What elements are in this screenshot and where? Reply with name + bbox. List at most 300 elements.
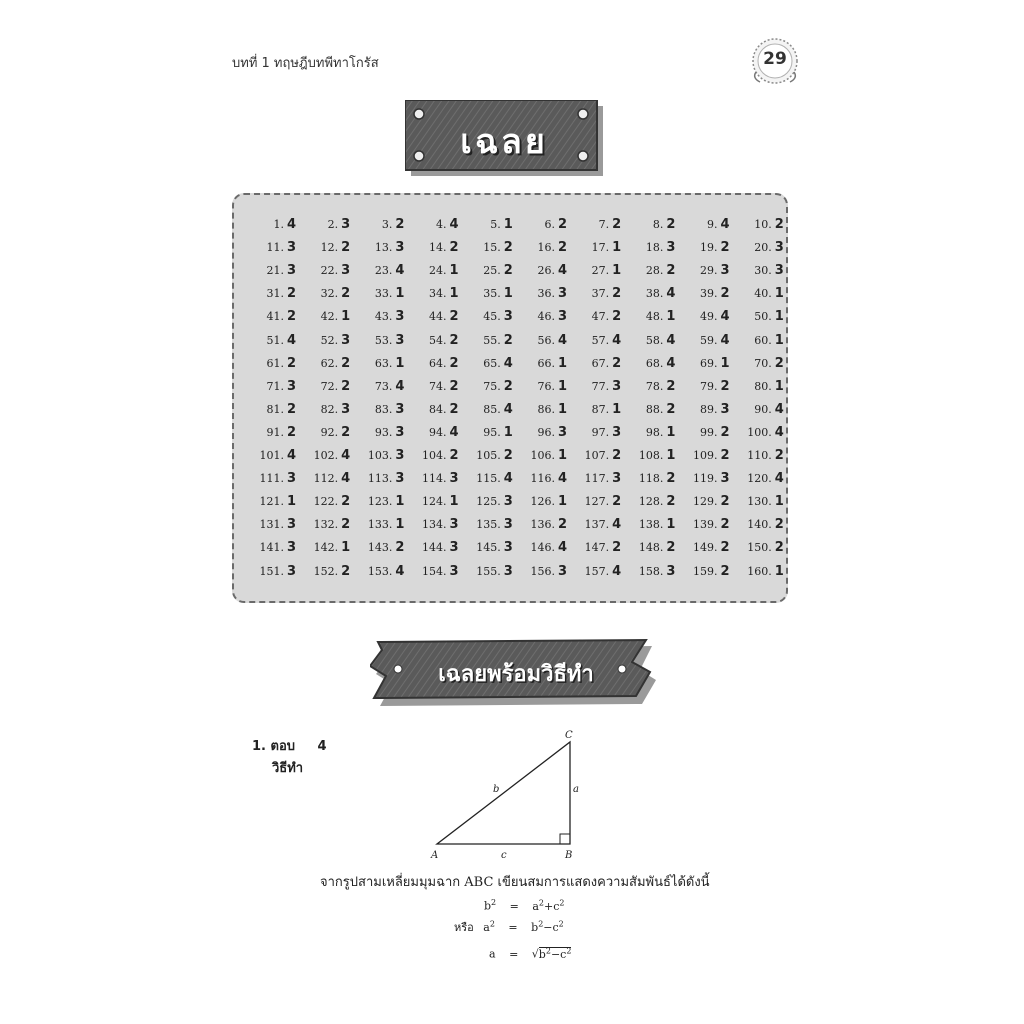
answer-item xyxy=(730,263,784,278)
answer-item xyxy=(676,425,730,440)
answer-item xyxy=(567,286,621,301)
question-number: 23. xyxy=(374,264,393,278)
answer-value: 2 xyxy=(395,540,405,556)
question-number: 126. xyxy=(530,495,555,509)
answer-value: 1 xyxy=(612,401,622,417)
question-number: 138. xyxy=(638,518,664,532)
answer-value: 4 xyxy=(774,471,784,487)
question-number: 50. xyxy=(754,310,772,324)
answer-item xyxy=(296,333,350,348)
question-number: 4. xyxy=(436,218,447,231)
question-number: 109. xyxy=(693,449,718,462)
answer-item xyxy=(567,402,621,417)
question-number: 145. xyxy=(476,541,501,555)
answer-item xyxy=(513,309,567,324)
side-b-label: b xyxy=(493,784,500,795)
answer-item xyxy=(730,402,784,417)
answer-value: 1 xyxy=(774,309,784,325)
question-number: 152. xyxy=(313,564,339,578)
eq2-lhs: a xyxy=(483,921,490,934)
question-number: 48. xyxy=(645,310,664,324)
question-number: 54. xyxy=(429,333,447,347)
question-number: 120. xyxy=(747,472,772,486)
question-number: 37. xyxy=(591,287,610,301)
question-number: 2. xyxy=(327,218,339,231)
question-number: 84. xyxy=(429,402,447,416)
answer-item xyxy=(296,425,350,440)
answer-value: 2 xyxy=(720,424,730,440)
answer-value: 4 xyxy=(720,309,730,325)
answer-value: 2 xyxy=(612,540,622,556)
answer-item xyxy=(350,309,404,324)
solutions-banner xyxy=(370,636,662,708)
answer-item xyxy=(405,448,459,463)
answer-item xyxy=(513,356,567,371)
answer-item xyxy=(730,448,784,463)
question-number: 47. xyxy=(591,310,610,324)
answer-value: 3 xyxy=(557,309,567,325)
answer-value: 3 xyxy=(341,217,351,232)
answer-item xyxy=(621,333,675,348)
question-number: 6. xyxy=(544,218,555,231)
answer-value: 1 xyxy=(557,494,567,510)
answer-item xyxy=(730,286,784,301)
question-number: 69. xyxy=(700,356,718,370)
answer-value: 4 xyxy=(341,448,351,463)
answer-value: 3 xyxy=(395,448,405,463)
answer-key-grid xyxy=(232,193,788,603)
answer-value: 2 xyxy=(720,563,730,579)
answer-value: 2 xyxy=(341,494,351,510)
answer-value: 2 xyxy=(557,240,567,256)
answer-item xyxy=(459,217,513,232)
side-c-label: c xyxy=(501,850,507,861)
answer-value: 1 xyxy=(774,563,784,579)
question-number: 12. xyxy=(320,241,339,255)
answer-item xyxy=(296,402,350,417)
answer-value: 4 xyxy=(557,263,567,279)
question-number: 131. xyxy=(259,518,284,532)
answer-value: 2 xyxy=(774,217,784,232)
answer-value: 1 xyxy=(557,355,567,371)
answer-item xyxy=(296,263,350,278)
answer-value: 2 xyxy=(720,494,730,510)
question-number: 115. xyxy=(476,472,501,486)
answer-value: 2 xyxy=(720,286,730,302)
answer-item xyxy=(621,286,675,301)
answer-item xyxy=(676,517,730,532)
question-number: 17. xyxy=(591,241,610,255)
answer-item xyxy=(513,286,567,301)
question-number: 156. xyxy=(530,564,555,578)
answer-value: 2 xyxy=(449,309,459,325)
answer-item xyxy=(459,564,513,579)
question-number: 39. xyxy=(700,287,718,301)
answer-value: 2 xyxy=(666,540,676,556)
question-number: 18. xyxy=(645,241,664,255)
question-number: 106. xyxy=(530,449,555,462)
answer-item xyxy=(567,564,621,579)
answer-item xyxy=(405,425,459,440)
answer-item xyxy=(296,379,350,394)
question-number: 103. xyxy=(367,449,393,462)
question-number: 65. xyxy=(483,356,501,370)
answer-item xyxy=(405,286,459,301)
question-number: 71. xyxy=(266,379,284,393)
answer-value: 2 xyxy=(286,309,296,325)
answer-value: 2 xyxy=(612,286,622,302)
question-number: 133. xyxy=(367,518,393,532)
question-number: 1. xyxy=(273,218,284,231)
answer-item xyxy=(296,356,350,371)
answer-item xyxy=(242,379,296,394)
answer-value: 3 xyxy=(503,309,513,325)
answer-item xyxy=(730,564,784,579)
question-number: 108. xyxy=(638,449,664,462)
question-number: 70. xyxy=(754,356,772,370)
answer-value: 1 xyxy=(395,517,405,533)
answer-value: 3 xyxy=(774,263,784,279)
answer-item xyxy=(459,379,513,394)
answer-item xyxy=(459,309,513,324)
answer-item xyxy=(296,517,350,532)
answer-item xyxy=(513,517,567,532)
answer-item xyxy=(676,494,730,509)
answer-value: 1 xyxy=(666,424,676,440)
answer-value: 4 xyxy=(503,401,513,417)
answer-item xyxy=(405,240,459,255)
answer-value: 2 xyxy=(774,355,784,371)
question-number: 85. xyxy=(483,402,501,416)
question-number: 63. xyxy=(374,356,393,370)
answer-value: 2 xyxy=(341,240,351,256)
answer-item xyxy=(350,286,404,301)
answer-value: 3 xyxy=(503,563,513,579)
eq2-rhs: $b^2-c^2$ xyxy=(531,919,564,934)
answer-value: 4 xyxy=(666,286,676,302)
question-number: 132. xyxy=(313,518,339,532)
question-number: 66. xyxy=(537,356,555,370)
question-number: 121. xyxy=(259,495,284,509)
answer-value: 1 xyxy=(666,309,676,325)
question-number: 141. xyxy=(259,541,284,555)
answer-item xyxy=(242,402,296,417)
answer-item xyxy=(621,309,675,324)
answer-value: 3 xyxy=(449,540,459,556)
answer-value: 1 xyxy=(395,355,405,371)
answer-value: 1 xyxy=(449,263,459,279)
question-number: 20. xyxy=(754,241,772,255)
question-number: 144. xyxy=(422,541,447,555)
answer-item xyxy=(567,240,621,255)
question-number: 82. xyxy=(320,402,339,416)
answer-value: 2 xyxy=(774,448,784,463)
question-number: 118. xyxy=(638,472,664,486)
answer-item xyxy=(621,240,675,255)
answer-item xyxy=(730,356,784,371)
answer-item xyxy=(296,217,350,232)
answer-value: 1 xyxy=(449,494,459,510)
answer-item xyxy=(676,564,730,579)
answer-value: 2 xyxy=(449,401,459,417)
question-number: 157. xyxy=(584,564,610,578)
question-number: 19. xyxy=(700,241,718,255)
answer-item xyxy=(350,564,404,579)
answer-value: 4 xyxy=(341,471,351,487)
answer-value: 1 xyxy=(612,263,622,279)
answer-value: 2 xyxy=(666,471,676,487)
answer-value: 1 xyxy=(503,424,513,440)
answer-item xyxy=(459,494,513,509)
answer-value: 2 xyxy=(449,332,459,348)
answer-value: 4 xyxy=(666,332,676,348)
answer-value: 2 xyxy=(286,355,296,371)
question-number: 26. xyxy=(537,264,555,278)
question-number: 42. xyxy=(320,310,339,324)
answer-item xyxy=(513,494,567,509)
answer-value: 4 xyxy=(395,263,405,279)
question-number: 5. xyxy=(490,218,501,231)
answer-value: 3 xyxy=(503,540,513,556)
answer-item xyxy=(621,356,675,371)
answer-item xyxy=(242,333,296,348)
answer-value: 3 xyxy=(612,378,622,394)
answer-value: 1 xyxy=(341,540,351,556)
answer-item xyxy=(676,540,730,555)
question-number: 15. xyxy=(483,241,501,255)
answer-value: 2 xyxy=(666,378,676,394)
question-number: 154. xyxy=(422,564,447,578)
question-number: 100. xyxy=(747,425,772,439)
answer-item xyxy=(242,425,296,440)
answer-value: 2 xyxy=(666,401,676,417)
answer-item xyxy=(621,517,675,532)
answer-value: 3 xyxy=(449,471,459,487)
eq2-prefix: หรือ xyxy=(454,921,474,934)
answer-value: 4 xyxy=(503,471,513,487)
answer-value: 2 xyxy=(557,217,567,232)
answer-item xyxy=(459,448,513,463)
answer-item xyxy=(513,240,567,255)
question-number: 68. xyxy=(645,356,664,370)
answer-item xyxy=(513,540,567,555)
answer-value: 3 xyxy=(557,563,567,579)
answer-item xyxy=(730,425,784,440)
question-number: 51. xyxy=(266,333,284,347)
question-number: 11. xyxy=(266,241,284,255)
question-number: 64. xyxy=(429,356,447,370)
question-number: 151. xyxy=(259,564,284,578)
question-number: 86. xyxy=(537,402,555,416)
sqrt-icon: √ xyxy=(531,947,539,961)
question-number: 30. xyxy=(754,264,772,278)
answer-value: 4 xyxy=(557,332,567,348)
answer-value: 3 xyxy=(395,424,405,440)
question-number: 83. xyxy=(374,402,393,416)
answer-value: 3 xyxy=(720,401,730,417)
question-number: 87. xyxy=(591,402,610,416)
solutions-title: เฉลยพร้อมวิธีทำ xyxy=(438,662,594,687)
question-number: 35. xyxy=(483,287,501,301)
question-number: 45. xyxy=(483,310,501,324)
answer-value: 2 xyxy=(774,540,784,556)
question-number: 25. xyxy=(483,264,501,278)
answer-value: 3 xyxy=(503,517,513,533)
eq1-rhs: $a^2+c^2$ xyxy=(532,898,565,913)
answer-item xyxy=(567,356,621,371)
solution-1-method-label: วิธีทำ xyxy=(272,761,304,776)
answer-item xyxy=(459,356,513,371)
answer-value: 2 xyxy=(612,448,622,463)
question-number: 57. xyxy=(591,333,610,347)
answer-value: 4 xyxy=(503,355,513,371)
question-number: 38. xyxy=(645,287,664,301)
answer-value: 2 xyxy=(341,355,351,371)
answer-item xyxy=(242,448,296,463)
question-number: 14. xyxy=(429,241,447,255)
answer-item xyxy=(405,309,459,324)
answer-item xyxy=(567,309,621,324)
answer-item xyxy=(730,471,784,486)
question-number: 137. xyxy=(584,518,610,532)
answer-item xyxy=(730,517,784,532)
answer-value: 3 xyxy=(286,240,296,256)
question-number: 88. xyxy=(645,402,664,416)
answer-value: 4 xyxy=(666,355,676,371)
answer-item xyxy=(676,217,730,232)
answer-item xyxy=(296,240,350,255)
question-number: 105. xyxy=(476,449,501,462)
question-number: 73. xyxy=(374,379,393,393)
question-number: 31. xyxy=(266,287,284,301)
answer-value: 2 xyxy=(720,517,730,533)
answer-value: 3 xyxy=(557,286,567,302)
answer-item xyxy=(405,402,459,417)
answer-item xyxy=(350,494,404,509)
answer-item xyxy=(459,471,513,486)
eq1-lhs: b xyxy=(484,899,492,913)
answer-item xyxy=(676,286,730,301)
answer-value: 2 xyxy=(286,424,296,440)
answer-item xyxy=(567,379,621,394)
answer-item xyxy=(405,471,459,486)
answer-item xyxy=(296,448,350,463)
question-number: 107. xyxy=(584,449,610,462)
question-number: 148. xyxy=(638,541,664,555)
answer-item xyxy=(730,309,784,324)
question-number: 79. xyxy=(700,379,718,393)
answer-value: 2 xyxy=(449,355,459,371)
answer-value: 3 xyxy=(666,240,676,256)
question-number: 59. xyxy=(700,333,718,347)
question-number: 49. xyxy=(700,310,718,324)
question-number: 119. xyxy=(693,472,718,486)
answer-item xyxy=(405,333,459,348)
answer-item xyxy=(242,540,296,555)
answer-item xyxy=(350,425,404,440)
answer-value: 2 xyxy=(286,286,296,302)
answer-value: 3 xyxy=(503,494,513,510)
answer-value: 4 xyxy=(557,540,567,556)
answer-value: 3 xyxy=(557,424,567,440)
answer-value: 2 xyxy=(341,517,351,533)
question-number: 130. xyxy=(747,495,772,509)
question-number: 122. xyxy=(313,495,339,509)
page-header-title: บทที่ 1 ทฤษฎีบทพีทาโกรัส xyxy=(232,56,379,71)
answer-value: 4 xyxy=(612,517,622,533)
answer-value: 3 xyxy=(341,263,351,279)
answer-item xyxy=(621,379,675,394)
answer-item xyxy=(513,402,567,417)
answer-item xyxy=(567,494,621,509)
answer-value: 1 xyxy=(774,494,784,510)
answer-item xyxy=(676,471,730,486)
question-number: 95. xyxy=(483,425,501,439)
question-number: 80. xyxy=(754,379,772,393)
answer-item xyxy=(350,356,404,371)
question-number: 16. xyxy=(537,241,555,255)
solution-1-text: จากรูปสามเหลี่ยมมุมฉาก ABC เขียนสมการแสดงความสัมพันธ์ได้ดังนี้ xyxy=(320,875,710,890)
question-number: 36. xyxy=(537,287,555,301)
question-number: 10. xyxy=(754,218,772,231)
answer-item xyxy=(350,402,404,417)
answer-item xyxy=(459,402,513,417)
answer-item xyxy=(621,263,675,278)
answer-value: 2 xyxy=(341,424,351,440)
answer-value: 1 xyxy=(666,448,676,463)
answer-item xyxy=(621,494,675,509)
answer-value: 1 xyxy=(774,378,784,394)
question-number: 123. xyxy=(367,495,393,509)
answer-value: 4 xyxy=(286,217,296,232)
question-number: 136. xyxy=(530,518,555,532)
answer-item xyxy=(459,540,513,555)
question-number: 112. xyxy=(313,472,339,486)
answer-item xyxy=(730,333,784,348)
answer-value: 1 xyxy=(774,332,784,348)
equation-2: หรือ $a^2 = b^2-c^2$ xyxy=(454,919,564,934)
answer-item xyxy=(296,564,350,579)
question-number: 67. xyxy=(591,356,610,370)
answer-item xyxy=(242,494,296,509)
answer-value: 2 xyxy=(395,217,405,232)
solution-1-value: 4 xyxy=(317,739,327,754)
answer-value: 3 xyxy=(395,471,405,487)
answer-value: 3 xyxy=(666,563,676,579)
answer-item xyxy=(567,471,621,486)
answer-value: 2 xyxy=(557,517,567,533)
answer-value: 2 xyxy=(612,355,622,371)
answer-item xyxy=(405,540,459,555)
answer-item xyxy=(621,217,675,232)
question-number: 139. xyxy=(693,518,718,532)
question-number: 101. xyxy=(259,449,284,462)
answer-item xyxy=(296,286,350,301)
answer-item xyxy=(459,517,513,532)
answer-item xyxy=(459,333,513,348)
answer-item xyxy=(405,564,459,579)
answer-value: 1 xyxy=(503,286,513,302)
answer-value: 2 xyxy=(286,401,296,417)
question-number: 99. xyxy=(700,425,718,439)
question-number: 147. xyxy=(584,541,610,555)
answer-value: 1 xyxy=(395,494,405,510)
question-number: 90. xyxy=(754,402,772,416)
answer-value: 3 xyxy=(720,471,730,487)
question-number: 113. xyxy=(367,472,393,486)
answer-item xyxy=(567,263,621,278)
answer-value: 3 xyxy=(395,401,405,417)
